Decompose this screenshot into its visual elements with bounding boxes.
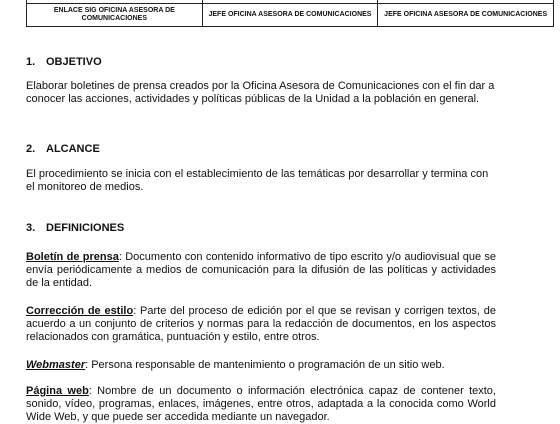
- objetivo-body: [26, 80, 496, 106]
- alcance-text: El procedimiento se inicia con el establecimiento de las temáticas por desarrollar y termina con el monitoreo de medios.: [26, 168, 489, 193]
- definition-correccion: [26, 305, 496, 344]
- section-number: 2.: [26, 143, 36, 155]
- definition-text: : Nombre de un documento o información electrónica capaz de contener texto, sonido, vídeo, programas, enlaces, imágenes, entre otros, adaptada a la conocida como World Wide Web, y que puede ser accedida mediante un navegador.: [26, 385, 496, 423]
- section-heading-definiciones: [26, 222, 124, 234]
- role-cell: JEFE OFICINA ASESORA DE COMUNICACIONES: [202, 4, 378, 27]
- section-heading-objetivo: [26, 56, 102, 68]
- role-cell: ENLACE SIG OFICINA ASESORA DE COMUNICACIONES: [27, 4, 203, 27]
- definition-boletin: [26, 251, 496, 290]
- header-roles-row: [27, 4, 554, 27]
- objetivo-text: Elaborar boletines de prensa creados por la Oficina Asesora de Comunicaciones con el fin dar a conocer las acciones, actividades y políticas públicas de la Unidad a la población en general.: [26, 80, 495, 105]
- definition-term: Boletín de prensa: [26, 251, 119, 263]
- definition-pagina-web: [26, 385, 496, 424]
- alcance-body: [26, 168, 496, 194]
- definition-term: Página web: [26, 385, 89, 397]
- definition-webmaster: [26, 359, 496, 372]
- definition-text: : Parte del proceso de edición por el que se revisan y corrigen textos, de acuerdo a un conjunto de criterios y normas para la redacción de documentos, en los aspectos relacionados con gramática, puntuación y estilo, entre otros.: [26, 305, 496, 343]
- section-heading-alcance: [26, 143, 100, 155]
- section-title: OBJETIVO: [46, 56, 102, 68]
- role-cell: JEFE OFICINA ASESORA DE COMUNICACIONES: [378, 4, 554, 27]
- section-number: 3.: [26, 222, 36, 234]
- definition-term: Corrección de estilo: [26, 305, 134, 317]
- section-title: DEFINICIONES: [46, 222, 125, 234]
- section-title: ALCANCE: [46, 143, 100, 155]
- definition-text: : Persona responsable de mantenimiento o programación de un sitio web.: [85, 359, 445, 371]
- definition-term: Webmaster: [26, 359, 86, 371]
- section-number: 1.: [26, 56, 36, 68]
- definition-text: : Documento con contenido informativo de tipo escrito y/o audiovisual que se envía periódicamente a medios de comunicación para la difusión de las políticas y actividades de la entidad.: [26, 251, 497, 289]
- document-header-table: [26, 0, 554, 27]
